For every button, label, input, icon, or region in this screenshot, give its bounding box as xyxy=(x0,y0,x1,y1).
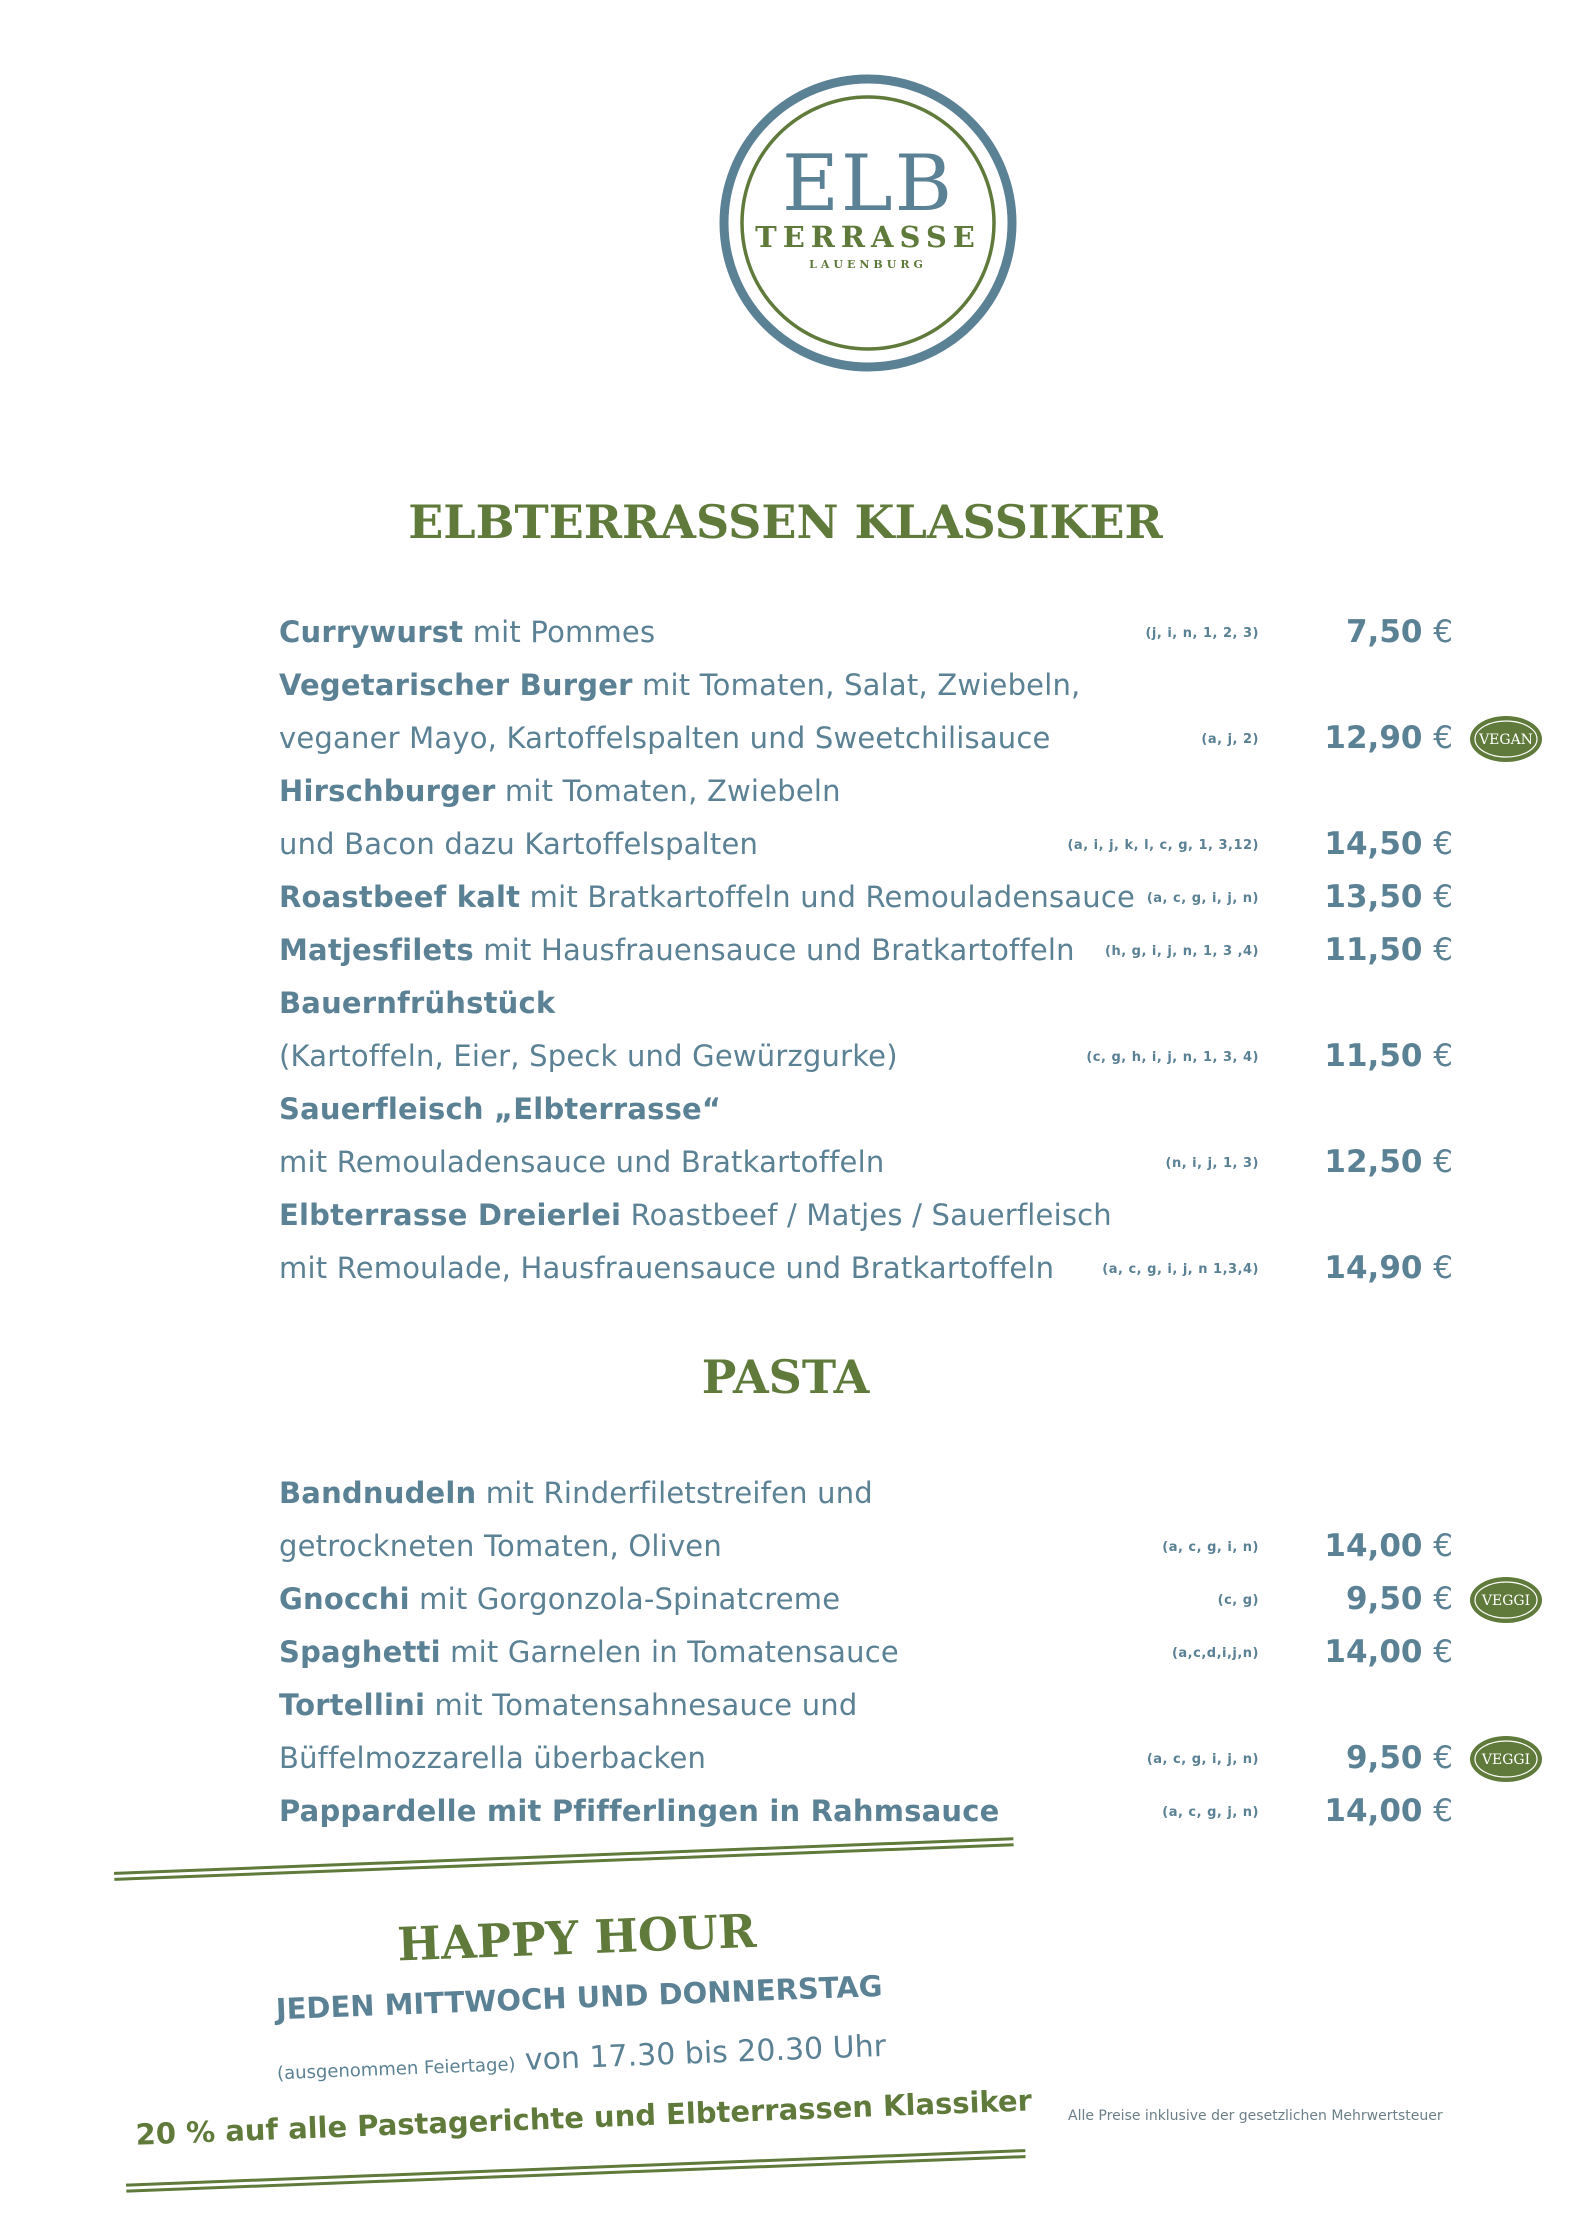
menu-item-description xyxy=(279,870,1135,924)
menu-item-price xyxy=(1324,1029,1453,1083)
menu-item-line xyxy=(0,1678,1571,1732)
happy-hour-days: JEDEN MITTWOCH UND DONNERSTAG xyxy=(275,1968,884,2027)
happy-hour-deal: 20 % auf alle Pastagerichte und Elbterrassen Klassiker xyxy=(134,2083,1033,2152)
menu-item-description xyxy=(279,923,1075,977)
menu-item-detail: Büffelmozzarella überbacken xyxy=(279,1741,707,1775)
menu-item-price xyxy=(1324,870,1453,924)
menu-item-line xyxy=(0,1519,1571,1573)
menu-item-name: Vegetarischer Burger xyxy=(279,668,633,702)
menu-item-detail: mit Tomaten, Salat, Zwiebeln, xyxy=(632,668,1081,702)
vat-footnote: Alle Preise inklusive der gesetzlichen Mehrwertsteuer xyxy=(1068,2108,1443,2124)
menu-item-line xyxy=(0,1241,1571,1295)
menu-item-allergens: (a, j, 2) xyxy=(1201,732,1259,747)
menu-item-detail: Roastbeef / Matjes / Sauerfleisch xyxy=(621,1198,1112,1232)
menu-item-detail: und Bacon dazu Kartoffelspalten xyxy=(279,827,759,861)
price-currency: € xyxy=(1433,1581,1453,1617)
menu-item-price xyxy=(1324,1135,1453,1189)
logo-line3: LAUENBURG xyxy=(809,258,927,271)
menu-item-line xyxy=(0,1784,1571,1838)
price-value: 14,00 xyxy=(1324,1528,1423,1564)
menu-item-allergens: (a, c, g, i, j, n) xyxy=(1146,1752,1259,1767)
price-currency: € xyxy=(1433,1250,1453,1286)
menu-item-description xyxy=(279,605,655,659)
logo-line2: TERRASSE xyxy=(755,220,981,254)
menu-item-line xyxy=(0,605,1571,659)
menu-item-line xyxy=(0,1029,1571,1083)
menu-item-description xyxy=(279,1135,884,1189)
menu-item-allergens: (a,c,d,i,j,n) xyxy=(1171,1646,1259,1661)
menu-item-line xyxy=(0,1135,1571,1189)
menu-item-line xyxy=(0,976,1571,1030)
price-value: 14,00 xyxy=(1324,1634,1423,1670)
price-currency: € xyxy=(1433,932,1453,968)
menu-item-line xyxy=(0,870,1571,924)
section-title: PASTA xyxy=(701,1350,870,1404)
price-currency: € xyxy=(1433,1144,1453,1180)
menu-item-description xyxy=(279,1082,721,1136)
price-value: 9,50 xyxy=(1345,1581,1423,1617)
menu-item-description xyxy=(279,658,1080,712)
veggi-badge xyxy=(1468,1733,1544,1785)
price-value: 12,50 xyxy=(1324,1144,1423,1180)
price-value: 14,90 xyxy=(1324,1250,1423,1286)
price-value: 13,50 xyxy=(1324,879,1423,915)
menu-item-price xyxy=(1324,923,1453,977)
menu-item-line xyxy=(0,817,1571,871)
price-currency: € xyxy=(1433,720,1453,756)
menu-item-price xyxy=(1324,1784,1453,1838)
price-value: 11,50 xyxy=(1324,1038,1423,1074)
menu-item-line xyxy=(0,1188,1571,1242)
menu-item-line xyxy=(0,1466,1571,1520)
menu-item-description xyxy=(279,1731,706,1785)
menu-item-price xyxy=(1324,1625,1453,1679)
menu-item-line xyxy=(0,923,1571,977)
menu-item-price xyxy=(1324,1241,1453,1295)
menu-item-detail: veganer Mayo, Kartoffelspalten und Sweetchilisauce xyxy=(279,721,1051,755)
vegan-badge xyxy=(1468,713,1544,765)
menu-item-name: Hirschburger xyxy=(279,774,496,808)
menu-item-description xyxy=(279,1466,873,1520)
menu-item-allergens: (a, i, j, k, l, c, g, 1, 3,12) xyxy=(1067,838,1259,853)
menu-item-price xyxy=(1324,711,1453,765)
price-value: 14,50 xyxy=(1324,826,1423,862)
menu-item-description xyxy=(279,817,758,871)
menu-item-detail: mit Gorgonzola-Spinatcreme xyxy=(409,1582,841,1616)
price-currency: € xyxy=(1433,879,1453,915)
menu-item-allergens: (a, c, g, j, n) xyxy=(1162,1805,1259,1820)
menu-item-price xyxy=(1346,1731,1453,1785)
badge-label: VEGGI xyxy=(1481,1752,1531,1768)
menu-item-allergens: (c, g) xyxy=(1217,1593,1259,1608)
menu-item-allergens: (a, c, g, i, j, n 1,3,4) xyxy=(1102,1262,1259,1277)
menu-item-allergens: (c, g, h, i, j, n, 1, 3, 4) xyxy=(1086,1050,1259,1065)
menu-item-line xyxy=(0,1572,1571,1626)
menu-item-description xyxy=(279,1678,857,1732)
price-currency: € xyxy=(1433,1528,1453,1564)
badge-label: VEGAN xyxy=(1479,732,1533,748)
menu-item-description xyxy=(279,1241,1054,1295)
section-title: ELBTERRASSEN KLASSIKER xyxy=(408,495,1163,549)
menu-item-name: Gnocchi xyxy=(279,1582,410,1616)
price-value: 7,50 xyxy=(1345,614,1423,650)
menu-item-detail: mit Tomaten, Zwiebeln xyxy=(495,774,841,808)
happy-hour-exception: (ausgenommen Feiertage) xyxy=(276,2054,516,2085)
menu-item-name: Bandnudeln xyxy=(279,1476,477,1510)
price-currency: € xyxy=(1433,826,1453,862)
price-currency: € xyxy=(1433,1038,1453,1074)
badge-label: VEGGI xyxy=(1481,1593,1531,1609)
happy-hour-box xyxy=(124,1832,1066,2207)
menu-item-name: Roastbeef kalt xyxy=(279,880,521,914)
menu-item-allergens: (a, c, g, i, j, n) xyxy=(1146,891,1259,906)
menu-item-line xyxy=(0,764,1571,818)
menu-item-name: Matjesfilets xyxy=(279,933,474,967)
menu-item-name: Currywurst xyxy=(279,615,464,649)
menu-item-name: Elbterrasse Dreierlei xyxy=(279,1198,622,1232)
menu-item-price xyxy=(1324,1519,1453,1573)
menu-item-name: Pappardelle mit Pfifferlingen in Rahmsauce xyxy=(279,1794,1000,1828)
menu-item-name: Sauerfleisch „Elbterrasse“ xyxy=(279,1092,722,1126)
price-value: 9,50 xyxy=(1345,1740,1423,1776)
menu-item-line xyxy=(0,711,1571,765)
menu-item-allergens: (h, g, i, j, n, 1, 3 ,4) xyxy=(1105,944,1259,959)
menu-item-name: Tortellini xyxy=(279,1688,426,1722)
price-value: 11,50 xyxy=(1324,932,1423,968)
veggi-badge xyxy=(1468,1574,1544,1626)
menu-item-description xyxy=(279,764,841,818)
price-value: 12,90 xyxy=(1324,720,1423,756)
menu-item-detail: getrockneten Tomaten, Oliven xyxy=(279,1529,722,1563)
menu-item-allergens: (n, i, j, 1, 3) xyxy=(1165,1156,1259,1171)
menu-item-price xyxy=(1346,605,1453,659)
menu-item-line xyxy=(0,1625,1571,1679)
happy-hour-top-stripe xyxy=(114,1832,1054,1888)
price-currency: € xyxy=(1433,614,1453,650)
happy-hour-time xyxy=(131,2023,1032,2093)
menu-item-detail: mit Bratkartoffeln und Remouladensauce xyxy=(520,880,1136,914)
menu-item-description xyxy=(279,1572,840,1626)
menu-item-allergens: (a, c, g, i, n) xyxy=(1162,1540,1259,1555)
price-value: 14,00 xyxy=(1324,1793,1423,1829)
happy-hour-bottom-stripe xyxy=(126,2144,1066,2200)
menu-item-allergens: (j, i, n, 1, 2, 3) xyxy=(1145,626,1259,641)
menu-item-detail: mit Remouladensauce und Bratkartoffeln xyxy=(279,1145,885,1179)
menu-item-description xyxy=(279,1784,1000,1838)
menu-item-description xyxy=(279,1519,722,1573)
menu-item-name: Bauernfrühstück xyxy=(279,986,556,1020)
menu-item-detail: mit Rinderfiletstreifen und xyxy=(476,1476,873,1510)
happy-hour-hours: von 17.30 bis 20.30 Uhr xyxy=(514,2028,887,2079)
menu-item-detail: mit Garnelen in Tomatensauce xyxy=(440,1635,899,1669)
elb-terrasse-logo xyxy=(718,73,1018,373)
menu-item-description xyxy=(279,1625,899,1679)
menu-item-description xyxy=(279,1188,1112,1242)
menu-item-price xyxy=(1346,1572,1453,1626)
price-currency: € xyxy=(1433,1634,1453,1670)
happy-hour-title: HAPPY HOUR xyxy=(396,1903,758,1972)
menu-item-description xyxy=(279,1029,898,1083)
menu-item-detail: mit Tomatensahnesauce und xyxy=(425,1688,858,1722)
menu-item-description xyxy=(279,711,1051,765)
menu-item-detail: mit Hausfrauensauce und Bratkartoffeln xyxy=(473,933,1075,967)
menu-item-detail: mit Pommes xyxy=(463,615,656,649)
menu-item-line xyxy=(0,658,1571,712)
menu-item-line xyxy=(0,1082,1571,1136)
price-currency: € xyxy=(1433,1793,1453,1829)
price-currency: € xyxy=(1433,1740,1453,1776)
menu-item-name: Spaghetti xyxy=(279,1635,441,1669)
logo-line1: ELB xyxy=(781,139,955,229)
menu-item-price xyxy=(1324,817,1453,871)
menu-item-detail: (Kartoffeln, Eier, Speck und Gewürzgurke) xyxy=(279,1039,898,1073)
menu-item-line xyxy=(0,1731,1571,1785)
menu-item-detail: mit Remoulade, Hausfrauensauce und Bratkartoffeln xyxy=(279,1251,1055,1285)
menu-item-description xyxy=(279,976,555,1030)
